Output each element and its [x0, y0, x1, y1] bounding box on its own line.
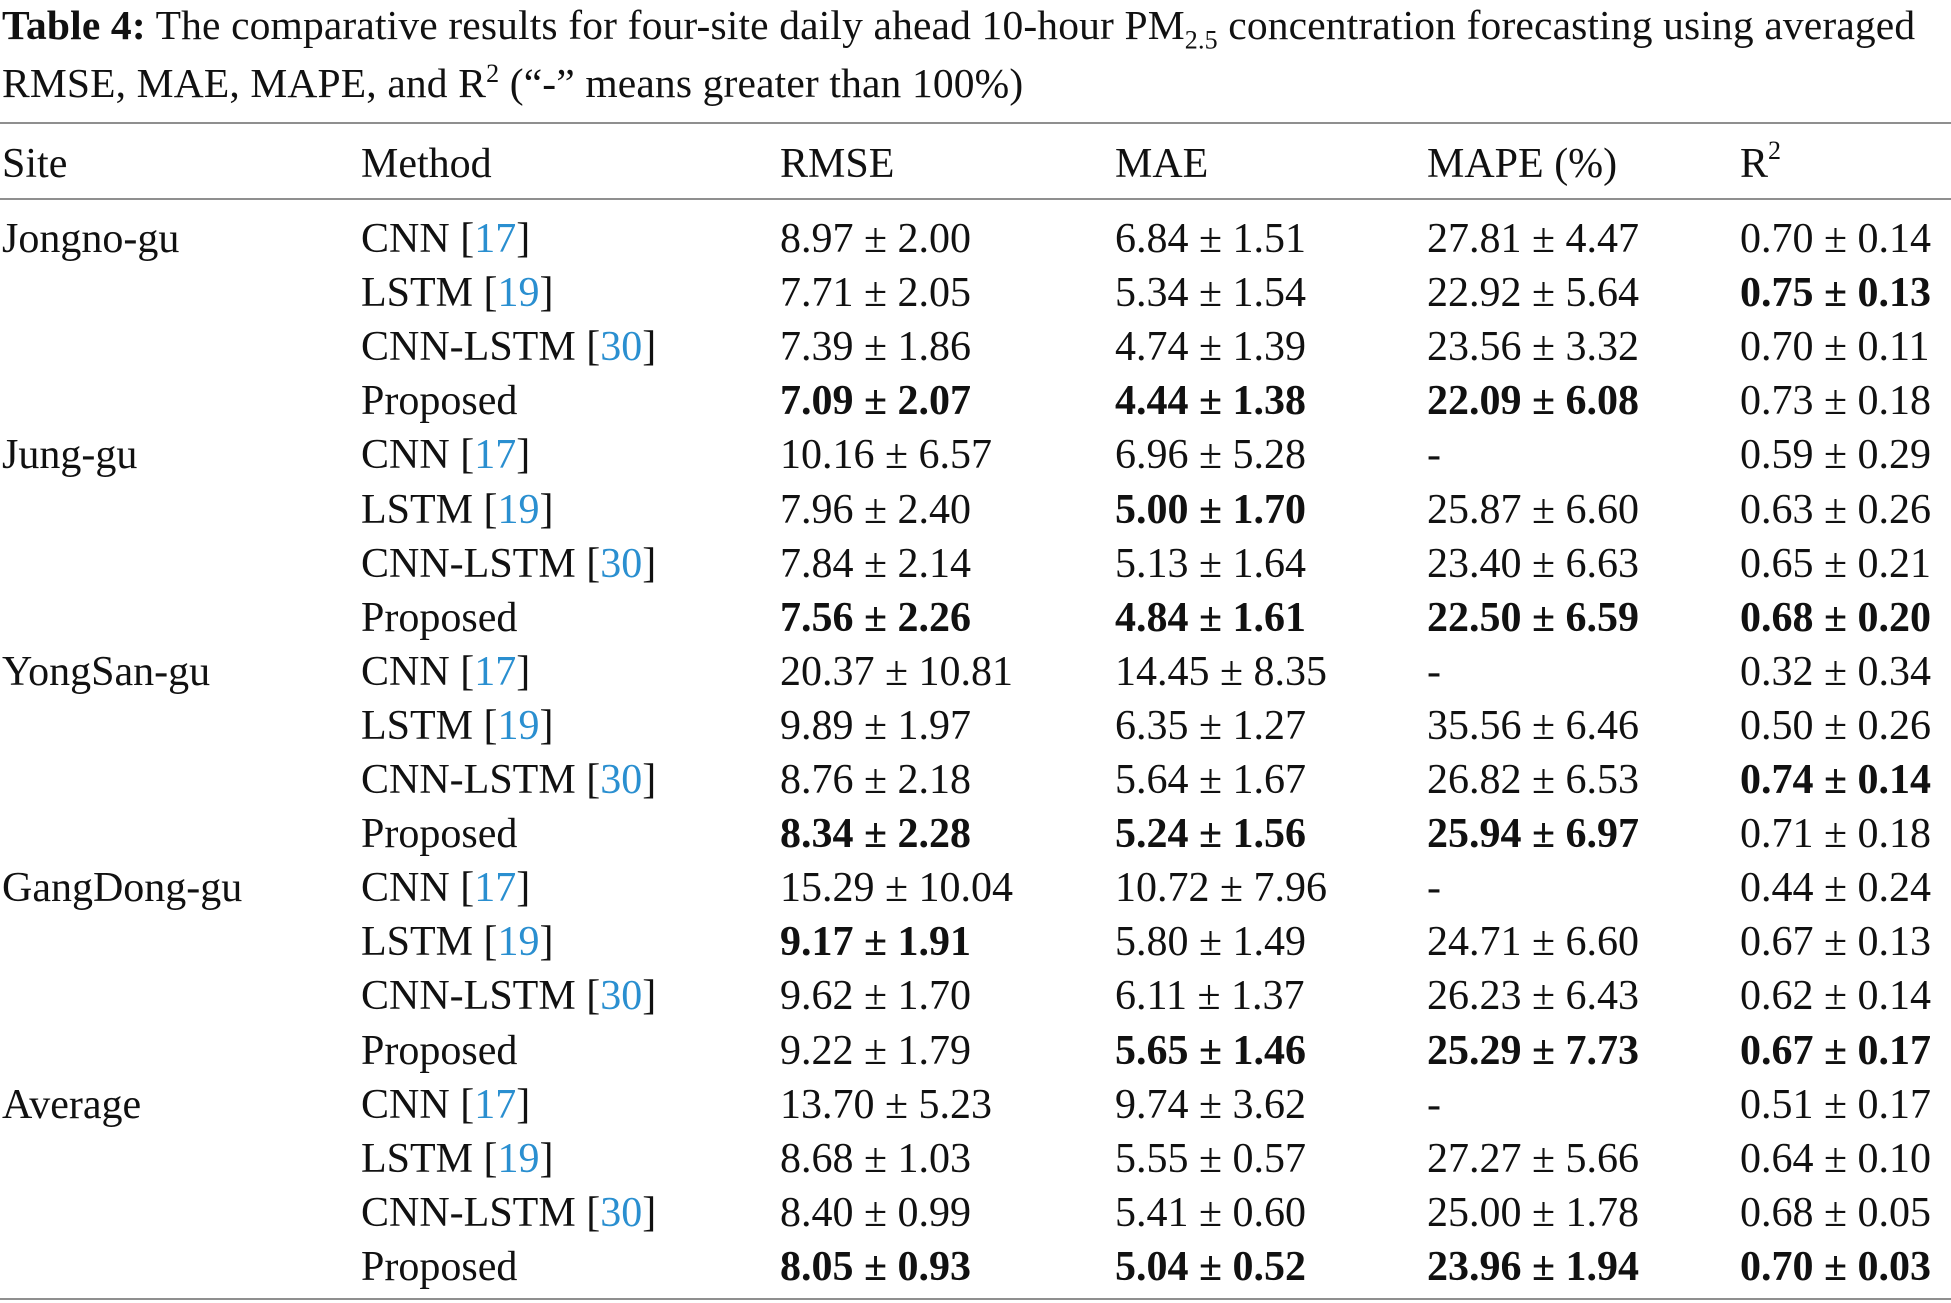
r2-cell: 0.62 ± 0.14 — [1740, 973, 1932, 1020]
mae-cell: 10.72 ± 7.96 — [1115, 865, 1328, 912]
r2-cell: 0.68 ± 0.20 — [1740, 594, 1932, 641]
table-row — [0, 861, 1951, 915]
caption-text-1: The comparative results for four-site daily ahead 10-hour PM — [145, 2, 1185, 48]
table-row — [0, 1186, 1951, 1240]
method-cell: CNN-LSTM [30] — [361, 324, 657, 371]
rmse-cell: 20.37 ± 10.81 — [780, 648, 1014, 695]
mape-cell: 23.40 ± 6.63 — [1427, 540, 1640, 587]
method-name: LSTM — [361, 702, 474, 749]
citation-link[interactable]: 19 — [497, 270, 540, 317]
method-cell: CNN [17] — [361, 865, 531, 912]
method-cell: CNN [17] — [361, 216, 531, 262]
r2-cell: 0.44 ± 0.24 — [1740, 865, 1932, 912]
site-cell: Average — [2, 1081, 142, 1128]
rmse-cell: 8.40 ± 0.99 — [780, 1189, 972, 1236]
table-row — [0, 1132, 1951, 1186]
rmse-cell: 10.16 ± 6.57 — [780, 432, 993, 479]
citation-link[interactable]: 30 — [600, 1189, 643, 1236]
mape-cell: 24.71 ± 6.60 — [1427, 919, 1640, 966]
method-name: Proposed — [361, 594, 518, 641]
rmse-cell: 7.09 ± 2.07 — [780, 378, 972, 425]
mape-cell: 25.29 ± 7.73 — [1427, 1027, 1640, 1074]
citation-link[interactable]: 30 — [600, 973, 643, 1020]
table-body — [0, 212, 1951, 1295]
top-rule — [0, 122, 1951, 124]
site-cell: GangDong-gu — [2, 865, 243, 912]
r2-cell: 0.68 ± 0.05 — [1740, 1189, 1932, 1236]
mape-cell: - — [1427, 865, 1441, 912]
mae-cell: 5.41 ± 0.60 — [1115, 1189, 1307, 1236]
caption-text-3: (“-” means greater than 100%) — [499, 60, 1024, 106]
r2-cell: 0.50 ± 0.26 — [1740, 702, 1932, 749]
rmse-cell: 8.76 ± 2.18 — [780, 757, 972, 803]
table-row — [0, 1024, 1951, 1078]
method-cell: LSTM [19] — [361, 486, 554, 533]
mape-cell: 27.27 ± 5.66 — [1427, 1135, 1640, 1182]
mae-cell: 4.74 ± 1.39 — [1115, 324, 1307, 371]
mae-cell: 5.00 ± 1.70 — [1115, 486, 1307, 533]
method-name: CNN — [361, 1081, 450, 1128]
r2-cell: 0.32 ± 0.34 — [1740, 648, 1932, 695]
table-row — [0, 969, 1951, 1023]
mae-cell: 5.55 ± 0.57 — [1115, 1135, 1307, 1182]
method-name: Proposed — [361, 378, 518, 425]
r2-cell: 0.74 ± 0.14 — [1740, 757, 1932, 803]
citation-link[interactable]: 30 — [600, 324, 643, 371]
rmse-cell: 9.22 ± 1.79 — [780, 1027, 972, 1074]
citation-link[interactable]: 19 — [497, 486, 540, 533]
header-mape: MAPE (%) — [1427, 141, 1618, 187]
rmse-cell: 7.84 ± 2.14 — [780, 540, 972, 587]
r2-cell: 0.70 ± 0.03 — [1740, 1243, 1932, 1290]
table-label: Table 4: — [2, 2, 146, 48]
method-name: LSTM — [361, 919, 474, 966]
citation-link[interactable]: 17 — [474, 1081, 517, 1128]
r2-cell: 0.51 ± 0.17 — [1740, 1081, 1932, 1128]
method-name: CNN-LSTM — [361, 324, 576, 371]
method-name: CNN-LSTM — [361, 757, 576, 803]
mae-cell: 4.44 ± 1.38 — [1115, 378, 1307, 425]
mae-cell: 6.35 ± 1.27 — [1115, 702, 1307, 749]
method-cell: CNN-LSTM [30] — [361, 540, 657, 587]
mae-cell: 5.24 ± 1.56 — [1115, 811, 1307, 858]
table-row — [0, 428, 1951, 482]
r2-cell: 0.59 ± 0.29 — [1740, 432, 1932, 479]
mape-cell: 25.00 ± 1.78 — [1427, 1189, 1640, 1236]
header-mae: MAE — [1115, 141, 1209, 187]
mape-cell: 26.82 ± 6.53 — [1427, 757, 1640, 803]
mape-cell: - — [1427, 432, 1441, 479]
mae-cell: 5.65 ± 1.46 — [1115, 1027, 1307, 1074]
rmse-cell: 8.68 ± 1.03 — [780, 1135, 972, 1182]
site-cell: YongSan-gu — [2, 648, 211, 695]
citation-link[interactable]: 19 — [497, 702, 540, 749]
method-cell: CNN-LSTM [30] — [361, 1189, 657, 1236]
table-row — [0, 537, 1951, 591]
mae-cell: 5.13 ± 1.64 — [1115, 540, 1307, 587]
method-name: CNN — [361, 432, 450, 479]
method-name: Proposed — [361, 1027, 518, 1074]
method-cell — [361, 807, 517, 861]
mae-cell: 6.96 ± 5.28 — [1115, 432, 1307, 479]
rmse-cell: 7.71 ± 2.05 — [780, 270, 972, 317]
method-name: CNN-LSTM — [361, 1189, 576, 1236]
mape-cell: 22.92 ± 5.64 — [1427, 270, 1640, 317]
method-name: LSTM — [361, 1135, 474, 1182]
mape-cell: 25.94 ± 6.97 — [1427, 811, 1640, 858]
bottom-rule — [0, 1298, 1951, 1300]
r2-cell: 0.70 ± 0.11 — [1740, 324, 1930, 371]
mae-cell: 14.45 ± 8.35 — [1115, 648, 1328, 695]
method-name: Proposed — [361, 811, 518, 858]
table-row — [0, 483, 1951, 537]
r2-cell: 0.64 ± 0.10 — [1740, 1135, 1932, 1182]
header-r2-sup: 2 — [1768, 136, 1782, 165]
method-cell — [361, 1024, 517, 1078]
table-row — [0, 915, 1951, 969]
site-cell: Jongno-gu — [2, 216, 180, 262]
method-cell — [361, 591, 517, 645]
method-cell: CNN-LSTM [30] — [361, 973, 657, 1020]
method-cell: CNN [17] — [361, 432, 531, 479]
caption-text-2: concentration forecasting using averaged RMSE, MAE, MAPE, and R — [2, 2, 1916, 106]
table-caption — [2, 0, 1948, 112]
header-rmse: RMSE — [780, 141, 895, 187]
method-name: CNN — [361, 648, 450, 695]
r2-cell: 0.67 ± 0.13 — [1740, 919, 1932, 966]
method-name: LSTM — [361, 486, 474, 533]
mape-cell: - — [1427, 648, 1441, 695]
header-r2 — [1740, 136, 1781, 192]
mae-cell: 5.34 ± 1.54 — [1115, 270, 1307, 317]
table-row — [0, 591, 1951, 645]
r2-cell: 0.70 ± 0.14 — [1740, 216, 1932, 262]
rmse-cell: 8.97 ± 2.00 — [780, 216, 972, 262]
table-row — [0, 753, 1951, 807]
table-row — [0, 807, 1951, 861]
citation-link[interactable]: 17 — [474, 216, 517, 262]
mape-cell: 23.96 ± 1.94 — [1427, 1243, 1640, 1290]
citation-link[interactable]: 30 — [600, 757, 643, 803]
r2-cell: 0.67 ± 0.17 — [1740, 1027, 1932, 1074]
mae-cell: 6.11 ± 1.37 — [1115, 973, 1305, 1020]
method-cell — [361, 1240, 517, 1294]
rmse-cell: 7.96 ± 2.40 — [780, 486, 972, 533]
method-name: Proposed — [361, 1243, 518, 1290]
rmse-cell: 13.70 ± 5.23 — [780, 1081, 993, 1128]
citation-link[interactable]: 17 — [474, 865, 517, 912]
mae-cell: 5.04 ± 0.52 — [1115, 1243, 1307, 1290]
site-cell: Jung-gu — [2, 432, 138, 479]
table-row — [0, 374, 1951, 428]
method-cell: LSTM [19] — [361, 702, 554, 749]
rmse-cell: 15.29 ± 10.04 — [780, 865, 1014, 912]
mape-cell: 35.56 ± 6.46 — [1427, 702, 1640, 749]
mape-cell: 22.09 ± 6.08 — [1427, 378, 1640, 425]
table-row — [0, 699, 1951, 753]
rmse-cell: 8.34 ± 2.28 — [780, 811, 972, 858]
mape-cell: - — [1427, 1081, 1441, 1128]
method-name: CNN-LSTM — [361, 540, 576, 587]
mae-cell: 9.74 ± 3.62 — [1115, 1081, 1307, 1128]
r2-cell: 0.73 ± 0.18 — [1740, 378, 1932, 425]
citation-link[interactable]: 17 — [474, 432, 517, 479]
r2-cell: 0.75 ± 0.13 — [1740, 270, 1932, 317]
method-name: CNN — [361, 216, 450, 262]
method-cell: CNN [17] — [361, 1081, 531, 1128]
table-row — [0, 645, 1951, 699]
table-row — [0, 1078, 1951, 1132]
mape-cell: 26.23 ± 6.43 — [1427, 973, 1640, 1020]
r2-cell: 0.65 ± 0.21 — [1740, 540, 1932, 587]
method-cell: CNN-LSTM [30] — [361, 757, 657, 803]
citation-link[interactable]: 19 — [497, 1135, 540, 1182]
mape-cell: 27.81 ± 4.47 — [1427, 216, 1640, 262]
rmse-cell: 8.05 ± 0.93 — [780, 1243, 972, 1290]
mae-cell: 6.84 ± 1.51 — [1115, 216, 1307, 262]
mae-cell: 4.84 ± 1.61 — [1115, 594, 1307, 641]
citation-link[interactable]: 19 — [497, 919, 540, 966]
rmse-cell: 7.56 ± 2.26 — [780, 594, 972, 641]
mae-cell: 5.64 ± 1.67 — [1115, 757, 1307, 803]
rmse-cell: 7.39 ± 1.86 — [780, 324, 972, 371]
method-name: LSTM — [361, 270, 474, 317]
table-row — [0, 320, 1951, 374]
citation-link[interactable]: 30 — [600, 540, 643, 587]
method-cell: LSTM [19] — [361, 919, 554, 966]
method-cell: CNN [17] — [361, 648, 531, 695]
header-method: Method — [361, 141, 492, 187]
r2-cell: 0.63 ± 0.26 — [1740, 486, 1932, 533]
header-r2-base: R — [1740, 141, 1769, 187]
method-cell: LSTM [19] — [361, 270, 554, 317]
citation-link[interactable]: 17 — [474, 648, 517, 695]
method-cell — [361, 374, 517, 428]
mape-cell: 23.56 ± 3.32 — [1427, 324, 1640, 371]
mape-cell: 22.50 ± 6.59 — [1427, 594, 1640, 641]
rmse-cell: 9.62 ± 1.70 — [780, 973, 972, 1020]
header-site: Site — [2, 141, 68, 187]
header-rule — [0, 198, 1951, 200]
caption-superscript: 2 — [486, 59, 500, 89]
caption-subscript: 2.5 — [1184, 25, 1218, 55]
table-row — [0, 266, 1951, 320]
table-row — [0, 212, 1951, 266]
table-row — [0, 1240, 1951, 1294]
r2-cell: 0.71 ± 0.18 — [1740, 811, 1932, 858]
table-header — [0, 136, 1951, 192]
mae-cell: 5.80 ± 1.49 — [1115, 919, 1307, 966]
rmse-cell: 9.89 ± 1.97 — [780, 702, 972, 749]
rmse-cell: 9.17 ± 1.91 — [780, 919, 972, 966]
method-cell: LSTM [19] — [361, 1135, 554, 1182]
method-name: CNN-LSTM — [361, 973, 576, 1020]
mape-cell: 25.87 ± 6.60 — [1427, 486, 1640, 533]
method-name: CNN — [361, 865, 450, 912]
